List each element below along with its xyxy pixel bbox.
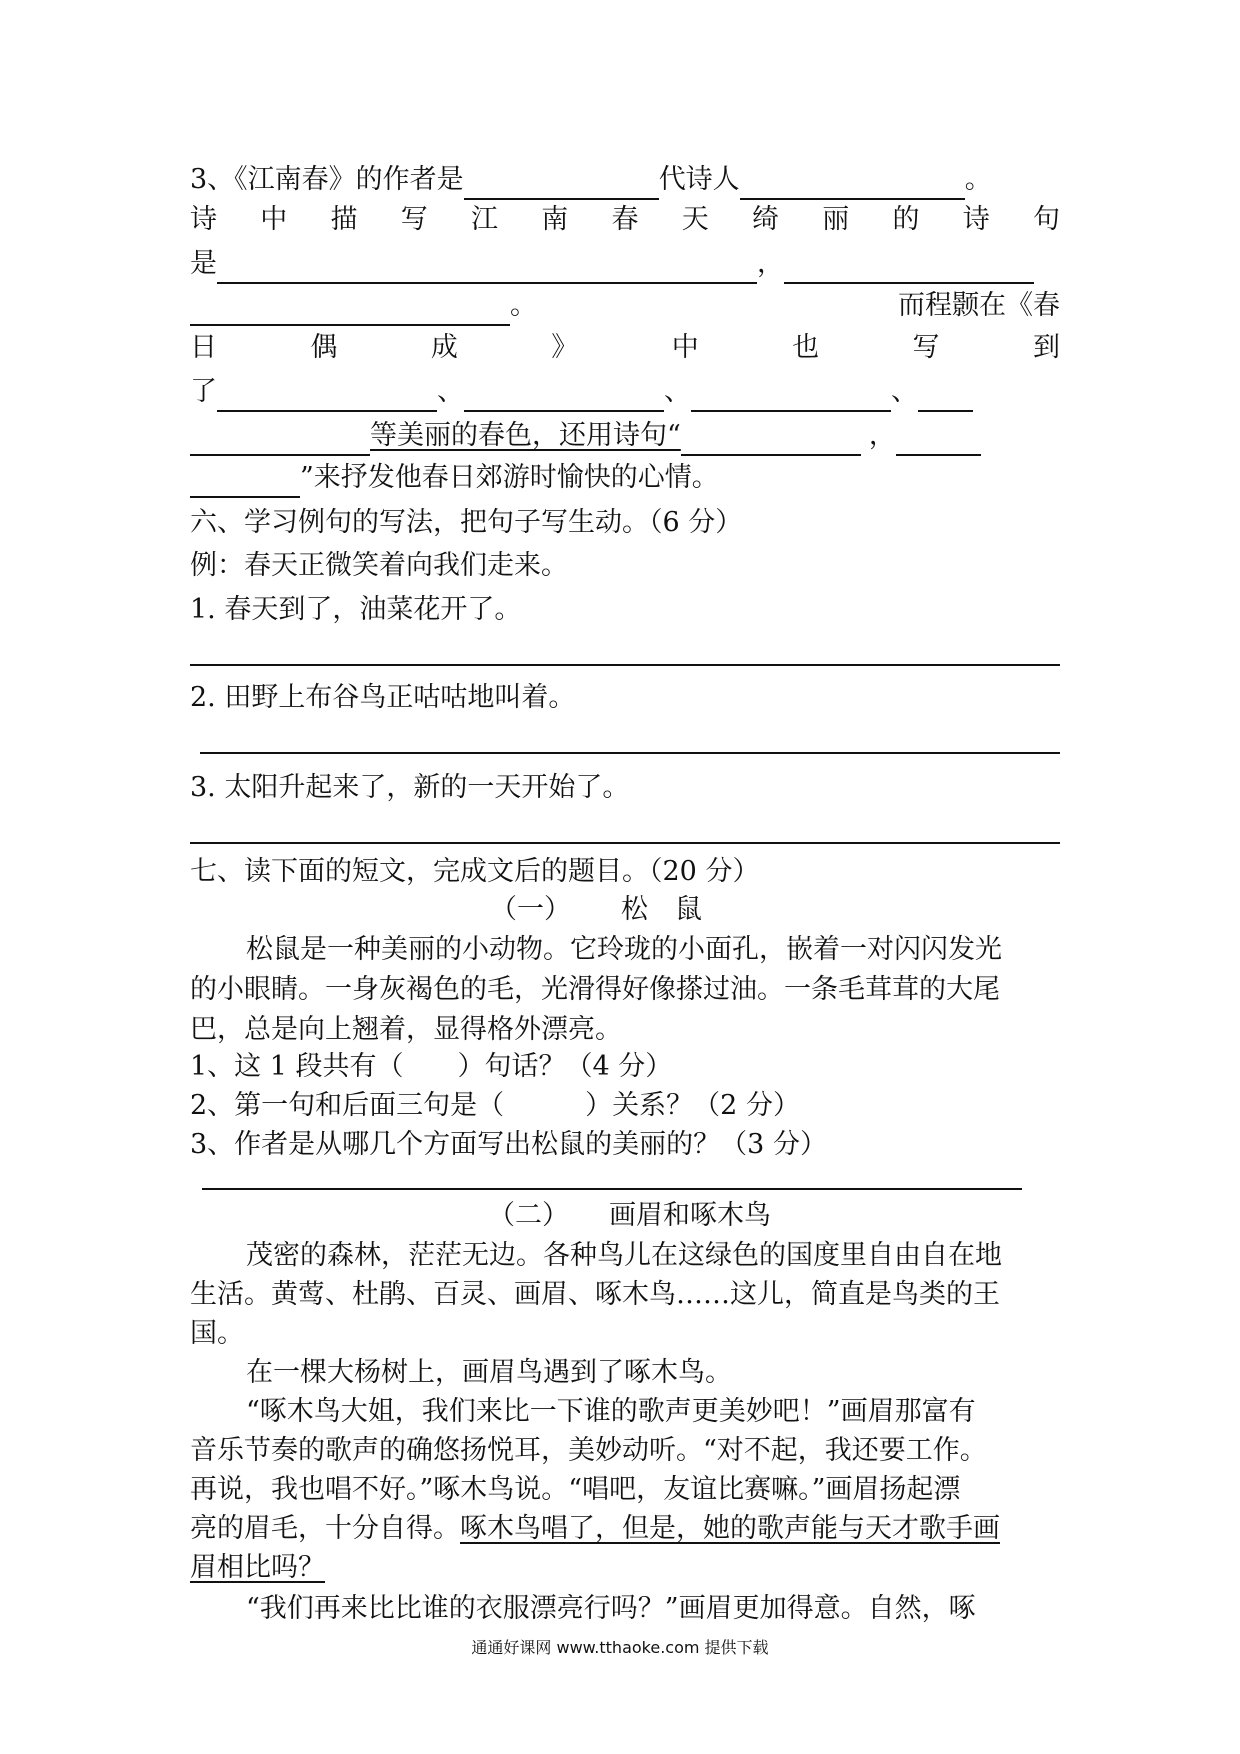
passage-2-line: 再说，我也唱不好。”啄木鸟说。“唱吧，友谊比赛嘛。”画眉扬起漂 [190,1474,961,1505]
justified-char: 偶 [310,332,338,363]
justified-char: 绮 [752,204,779,235]
underlined-sentence: 啄木鸟唱了，但是，她的歌声能与天才歌手画 [460,1513,1000,1544]
answer-line[interactable] [190,842,1060,844]
q3-line-5 [190,328,1060,368]
justified-char: 日 [190,332,217,363]
answer-blank[interactable] [464,380,664,412]
section-7-title: 七、读下面的短文，完成文后的题目。（20 分） [190,856,760,887]
justified-char: 写 [912,332,940,363]
q3-line-1: 3、《江南春》的作者是 代诗人 。 [190,160,1060,200]
justified-char: 也 [792,332,820,363]
justified-char: 诗 [190,204,217,235]
underlined-sentence: 眉相比吗？ [190,1552,325,1583]
justified-char: 成 [430,332,458,363]
answer-blank[interactable] [464,168,659,200]
page-footer: 通通好课网 www.tthaoke.com 提供下载 [471,1638,769,1657]
q3-line-3: 是 ， [190,244,1060,284]
answer-blank[interactable] [681,424,861,456]
answer-line[interactable] [202,1188,1022,1190]
q3-line-2 [190,200,1060,240]
passage-1-line: 巴，总是向上翘着，显得格外漂亮。 [190,1014,622,1045]
justified-char: 描 [330,204,358,235]
question-3: 3、作者是从哪几个方面写出松鼠的美丽的？（3 分） [190,1129,827,1160]
q3-line-7: 等美丽的春色，还用诗句“ ， [190,416,1060,456]
passage-2-line [190,1548,1060,1588]
answer-blank[interactable] [217,380,437,412]
justified-char: 到 [1032,332,1060,363]
passage-2-line: 国。 [190,1318,244,1349]
passage-2-line: 亮的眉毛，十分自得。啄木鸟唱了，但是，她的歌声能与天才歌手画 [190,1513,1000,1544]
q3-line-8: ”来抒发他春日郊游时愉快的心情。 [190,458,1060,498]
q3-line-6: 了 、 、 、 [190,372,1060,412]
answer-blank[interactable] [190,294,510,326]
passage-1-line: 的小眼睛。一身灰褐色的毛，光滑得好像搽过油。一条毛茸茸的大尾 [190,974,1000,1005]
justified-char: 中 [671,332,699,363]
justified-char: 句 [1033,204,1060,235]
passage-2-line: 在一棵大杨树上，画眉鸟遇到了啄木鸟。 [246,1357,732,1388]
answer-line[interactable] [190,664,1060,666]
q3-line-4-right: 而程颢在《春 [898,290,1060,321]
passage-1-heading: （一） 松 鼠 [490,894,702,925]
answer-blank[interactable] [190,424,370,456]
passage-2-line: 生活。黄莺、杜鹃、百灵、画眉、啄木鸟……这儿，简直是鸟类的王 [190,1279,1000,1310]
passage-2-line: “啄木鸟大姐，我们来比一下谁的歌声更美妙吧！”画眉那富有 [246,1396,976,1427]
passage-2-heading: （二） 画眉和啄木鸟 [488,1200,771,1231]
passage-2-line: 茂密的森林，茫茫无边。各种鸟儿在这绿色的国度里自由自在地 [246,1240,1002,1271]
answer-blank[interactable] [691,380,891,412]
answer-line[interactable] [200,752,1060,754]
answer-blank[interactable] [217,252,757,284]
section-6-item-3: 3. 太阳升起来了，新的一天开始了。 [190,772,630,803]
passage-1-line: 松鼠是一种美丽的小动物。它玲珑的小面孔，嵌着一对闪闪发光 [246,934,1002,965]
justified-char: 诗 [962,204,990,235]
answer-blank[interactable] [740,168,965,200]
justified-char: 天 [681,204,709,235]
justified-char: 南 [541,204,569,235]
section-6-example: 例：春天正微笑着向我们走来。 [190,550,568,581]
section-6-title: 六、学习例句的写法，把句子写生动。（6 分） [190,507,743,538]
answer-blank[interactable] [784,252,1034,284]
answer-blank[interactable] [896,424,981,456]
answer-blank[interactable] [190,466,300,498]
section-6-item-1: 1. 春天到了，油菜花开了。 [190,594,522,625]
q3-line-4: 。 而程颢在《春 [190,286,1060,326]
justified-char: 》 [551,332,579,363]
justified-char: 丽 [822,204,850,235]
question-2: 2、第一句和后面三句是（ ）关系？（2 分） [190,1090,800,1121]
justified-char: 江 [471,204,498,235]
justified-char: 的 [892,204,920,235]
justified-char: 写 [400,204,428,235]
passage-2-line: 音乐节奏的歌声的确悠扬悦耳，美妙动听。“对不起，我还要工作。 [190,1435,987,1466]
question-1: 1、这 1 段共有（ ）句话？（4 分） [190,1051,673,1082]
justified-char: 中 [260,204,288,235]
passage-2-line: “我们再来比比谁的衣服漂亮行吗？”画眉更加得意。自然，啄 [246,1593,976,1624]
answer-blank[interactable] [918,380,973,412]
section-6-item-2: 2. 田野上布谷鸟正咕咕地叫着。 [190,682,576,713]
justified-char: 春 [611,204,639,235]
